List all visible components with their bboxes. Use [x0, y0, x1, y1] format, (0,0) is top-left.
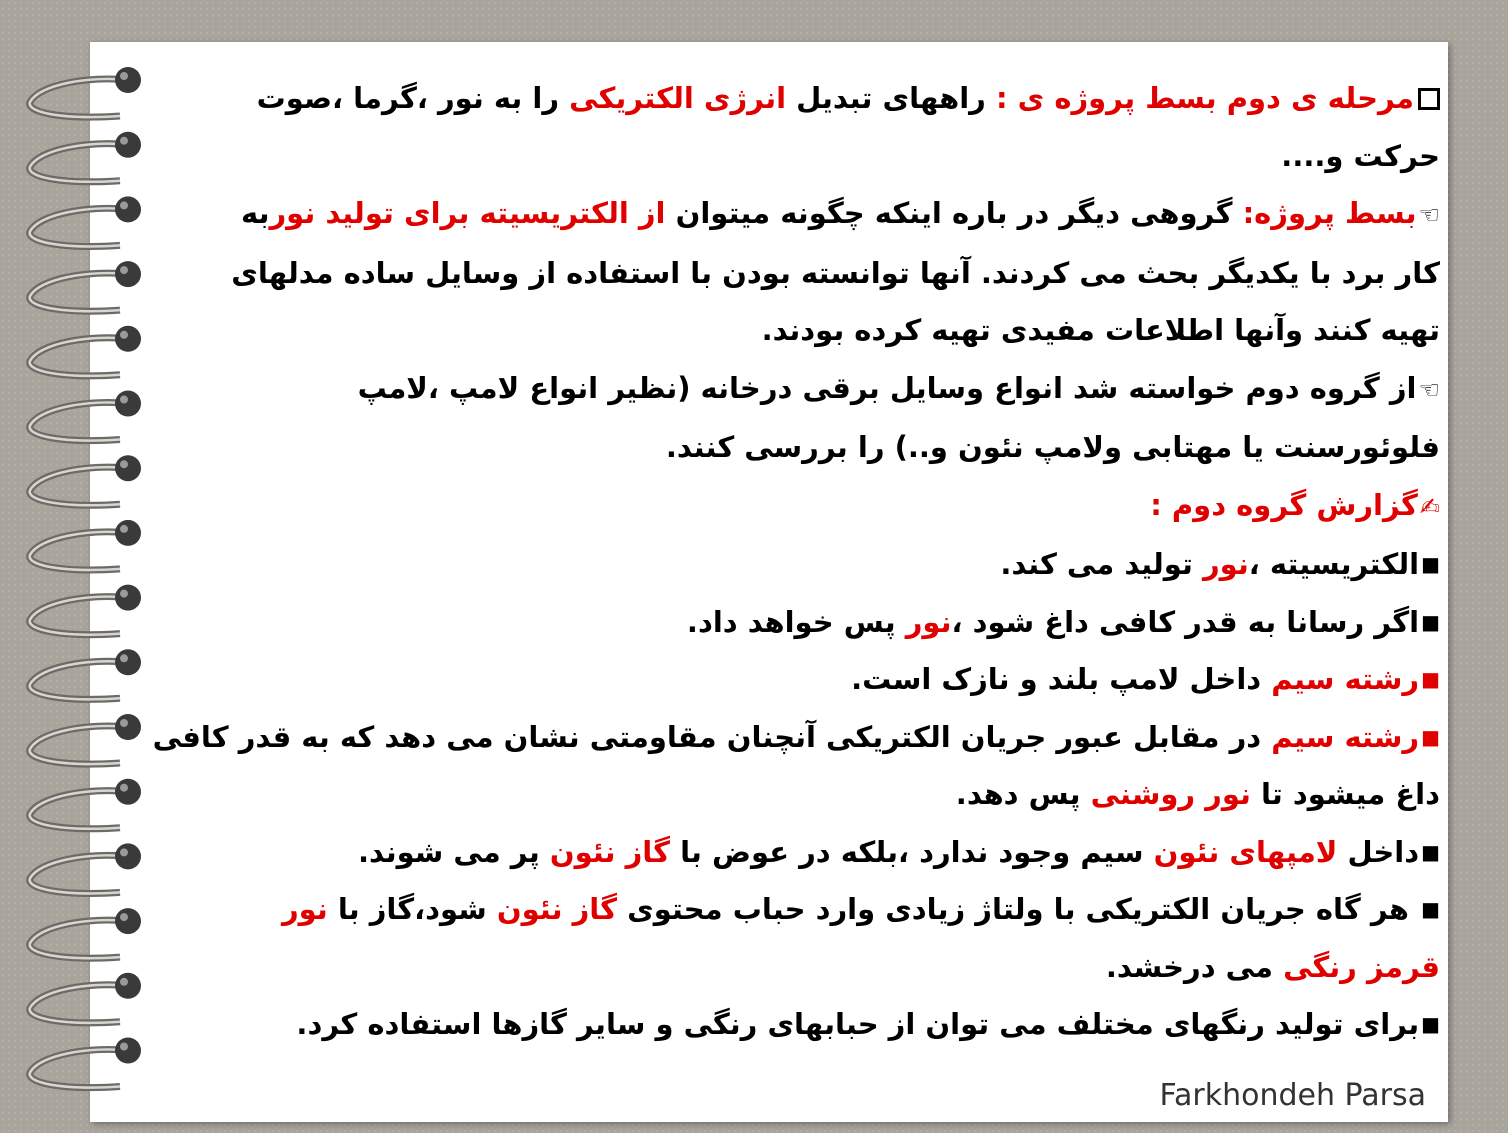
binding-ring — [30, 391, 141, 441]
text: گروهی دیگر در باره اینکه چگونه میتوان — [665, 196, 1243, 230]
text: هر گاه جریان الکتریکی با ولتاژ زیادی وارد حباب محتوی — [617, 892, 1420, 926]
text: راههای تبدیل — [786, 81, 986, 115]
list-item — [150, 594, 1440, 652]
text: تولید می کند. — [1000, 547, 1203, 581]
binding-ring — [30, 973, 141, 1023]
list-item — [150, 881, 1440, 939]
text: داخل — [1337, 834, 1420, 869]
text-red: نور روشنی — [1090, 777, 1251, 811]
binding-ring — [30, 132, 141, 182]
checkbox-icon — [1418, 88, 1440, 110]
line-project-expansion — [150, 185, 1440, 245]
binding-ring — [30, 908, 141, 958]
text-red: قرمز رنگی — [1283, 949, 1440, 984]
text: پس خواهد داد. — [686, 604, 906, 639]
text: کار برد با یکدیگر بحث می کردند. آنها توانسته بودن با استفاده از وسایل ساده مدلهای — [231, 255, 1440, 290]
binding-ring — [30, 520, 141, 570]
list-item — [150, 824, 1440, 882]
text-red: لامپهای نئون — [1153, 834, 1338, 869]
text: در مقابل عبور جریان الکتریکی آنچنان مقاومتی نشان می دهد که به قدر کافی — [152, 719, 1272, 754]
binding-ring — [30, 67, 141, 117]
line-text — [150, 419, 1440, 477]
binding-ring — [30, 649, 141, 699]
slide-content — [150, 70, 1440, 1054]
binding-ring — [30, 585, 141, 635]
text-red: گزارش گروه دوم : — [1150, 487, 1418, 522]
list-item — [150, 996, 1440, 1054]
square-bullet-icon: ■ — [1421, 667, 1440, 691]
binding-ring — [30, 779, 141, 829]
list-item — [150, 651, 1440, 709]
text: داخل لامپ بلند و نازک است. — [851, 662, 1272, 696]
square-bullet-icon: ■ — [1421, 897, 1440, 921]
line-continuation — [150, 128, 1440, 186]
binding-ring — [30, 843, 141, 893]
text-red: بسط پروژه: — [1242, 196, 1417, 230]
text: فلوئورسنت یا مهتابی ولامپ نئون و..) را بررسی کنند. — [665, 430, 1440, 464]
square-bullet-icon: ■ — [1421, 724, 1440, 749]
binding-ring — [30, 1038, 141, 1088]
binding-ring — [30, 196, 141, 246]
square-bullet-icon: ■ — [1421, 552, 1440, 576]
square-bullet-icon: ■ — [1421, 609, 1440, 634]
line-text — [150, 302, 1440, 360]
text: اگر رسانا به قدر کافی داغ شود ، — [951, 604, 1420, 639]
pointing-hand-icon: ☜ — [1418, 201, 1440, 229]
text-red: نور — [281, 892, 328, 926]
text-red: از الکتریسیته برای تولید نور — [269, 196, 666, 230]
text: به — [241, 196, 270, 230]
text: تهیه کنند وآنها اطلاعات مفیدی تهیه کرده بودند. — [761, 313, 1440, 347]
text-red: رشته سیم — [1271, 662, 1420, 696]
list-item — [150, 536, 1440, 594]
square-bullet-icon: ■ — [1421, 1012, 1440, 1036]
text: می درخشد. — [1105, 949, 1284, 984]
text-red: گاز نئون — [496, 892, 618, 926]
text: را به نور ،گرما ،صوت — [256, 81, 570, 115]
text: پر می شوند. — [357, 834, 550, 869]
spiral-binding — [0, 0, 170, 1133]
binding-ring — [30, 455, 141, 505]
text: حرکت و.... — [1281, 138, 1440, 173]
square-bullet-icon: ■ — [1421, 839, 1440, 864]
line-stage-two — [150, 70, 1440, 128]
binding-ring — [30, 261, 141, 311]
line-group-two-report-heading — [150, 477, 1440, 537]
binding-ring — [30, 714, 141, 764]
line-text — [150, 939, 1440, 997]
binding-ring — [30, 326, 141, 376]
text: شود،گاز با — [327, 892, 497, 926]
text: از گروه دوم خواسته شد انواع وسایل برقی درخانه (نظیر انواع لامپ ،لامپ — [357, 370, 1417, 405]
line-text — [150, 766, 1440, 824]
text-red: نور — [905, 604, 952, 639]
text: پس دهد. — [955, 777, 1091, 811]
text-red: گاز نئون — [549, 834, 671, 869]
line-group-two-task — [150, 360, 1440, 420]
text-red: مرحله ی دوم بسط پروژه ی : — [985, 81, 1414, 115]
line-text — [150, 245, 1440, 303]
text-red: انرژی الکتریکی — [569, 81, 787, 115]
text: سیم وجود ندارد ،بلکه در عوض با — [670, 834, 1154, 869]
text-red: رشته سیم — [1271, 719, 1420, 754]
text-red: نور — [1202, 547, 1249, 581]
pointing-hand-icon: ☜ — [1418, 375, 1440, 404]
text: داغ میشود تا — [1250, 777, 1440, 811]
list-item — [150, 709, 1440, 767]
text: برای تولید رنگهای مختلف می توان از حبابهای رنگی و سایر گازها استفاده کرد. — [296, 1007, 1420, 1041]
text: الکتریسیته ، — [1248, 547, 1420, 581]
writing-hand-icon: ✍ — [1419, 492, 1440, 521]
author-footer: Farkhondeh Parsa — [1159, 1078, 1426, 1113]
